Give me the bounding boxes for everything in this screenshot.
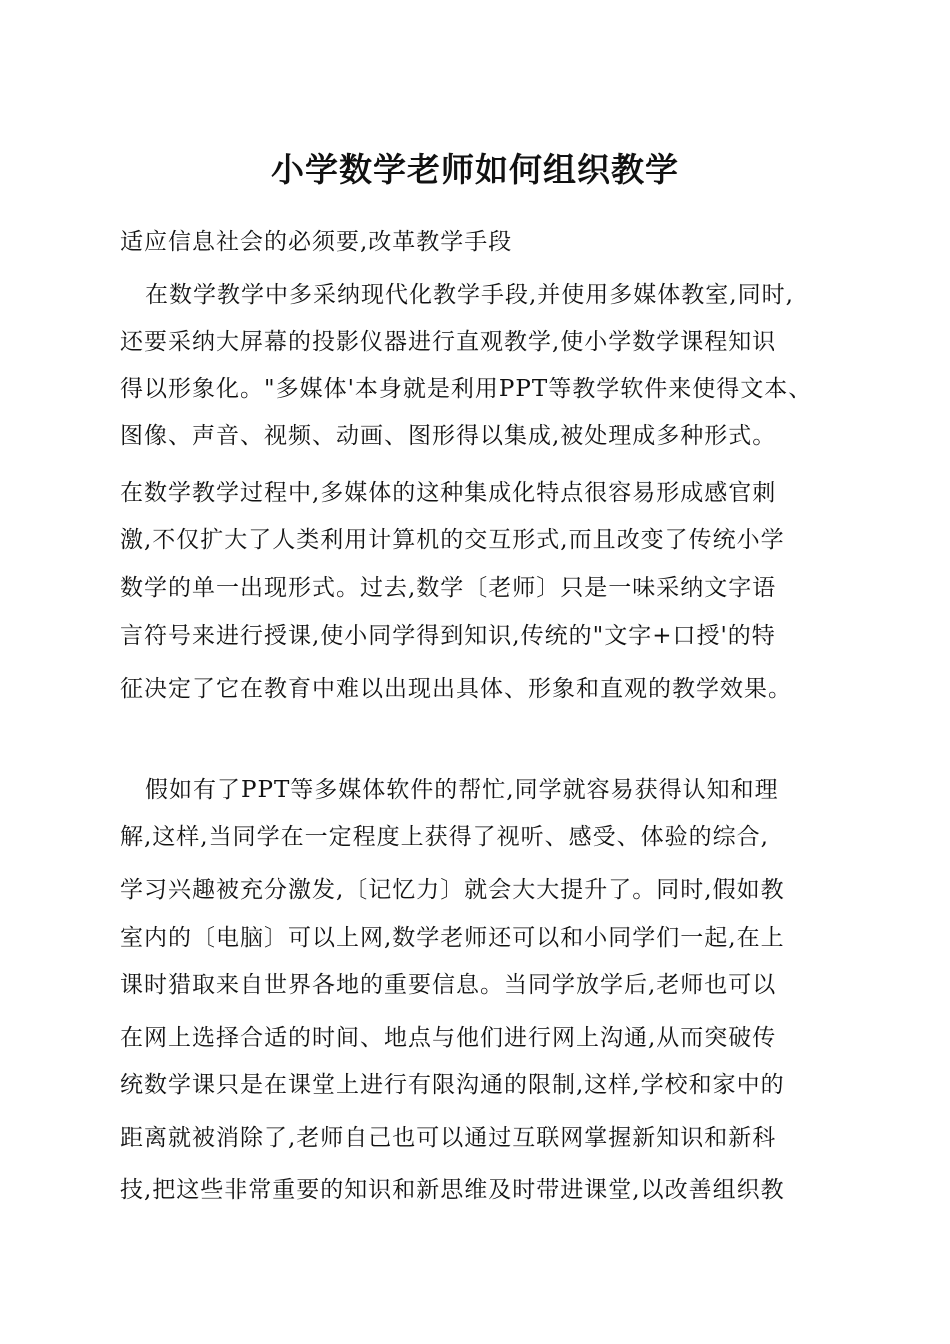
- paragraph-line: 得以形象化。"多媒体'本身就是利用PPT等教学软件来使得文本、: [120, 376, 813, 402]
- paragraph-line: 在数学教学中多采纳现代化教学手段,并使用多媒体教室,同时,: [145, 282, 794, 308]
- paragraph-line: 言符号来进行授课,使小同学得到知识,传统的"文字+口授'的特: [120, 623, 776, 649]
- paragraph-line: 课时猎取来自世界各地的重要信息。当同学放学后,老师也可以: [120, 972, 777, 998]
- paragraph-line: 解,这样,当同学在一定程度上获得了视听、感受、体验的综合,: [120, 824, 769, 850]
- paragraph-line: 假如有了PPT等多媒体软件的帮忙,同学就容易获得认知和理: [145, 777, 779, 803]
- paragraph-line: 距离就被消除了,老师自己也可以通过互联网掌握新知识和新科: [120, 1125, 777, 1151]
- paragraph-line: 在数学教学过程中,多媒体的这种集成化特点很容易形成感官刺: [120, 480, 777, 506]
- paragraph-line: 统数学课只是在课堂上进行有限沟通的限制,这样,学校和家中的: [120, 1072, 785, 1098]
- document-title: 小学数学老师如何组织教学: [271, 150, 679, 189]
- paragraph-line: 技,把这些非常重要的知识和新思维及时带进课堂,以改善组织教: [120, 1177, 785, 1203]
- section-heading: 适应信息社会的必须要,改革教学手段: [120, 229, 513, 255]
- paragraph-line: 征决定了它在教育中难以出现出具体、形象和直观的教学效果。: [120, 676, 792, 702]
- paragraph-line: 学习兴趣被充分激发,〔记忆力〕就会大大提升了。同时,假如教: [120, 877, 785, 903]
- paragraph-line: 室内的〔电脑〕可以上网,数学老师还可以和小同学们一起,在上: [120, 925, 785, 951]
- paragraph-line: 数学的单一出现形式。过去,数学〔老师〕只是一味采纳文字语: [120, 575, 777, 601]
- paragraph-line: 在网上选择合适的时间、地点与他们进行网上沟通,从而突破传: [120, 1025, 777, 1051]
- paragraph-line: 图像、声音、视频、动画、图形得以集成,被处理成多种形式。: [120, 423, 777, 449]
- paragraph-line: 还要采纳大屏幕的投影仪器进行直观教学,使小学数学课程知识: [120, 329, 777, 355]
- paragraph-line: 激,不仅扩大了人类利用计算机的交互形式,而且改变了传统小学: [120, 527, 785, 553]
